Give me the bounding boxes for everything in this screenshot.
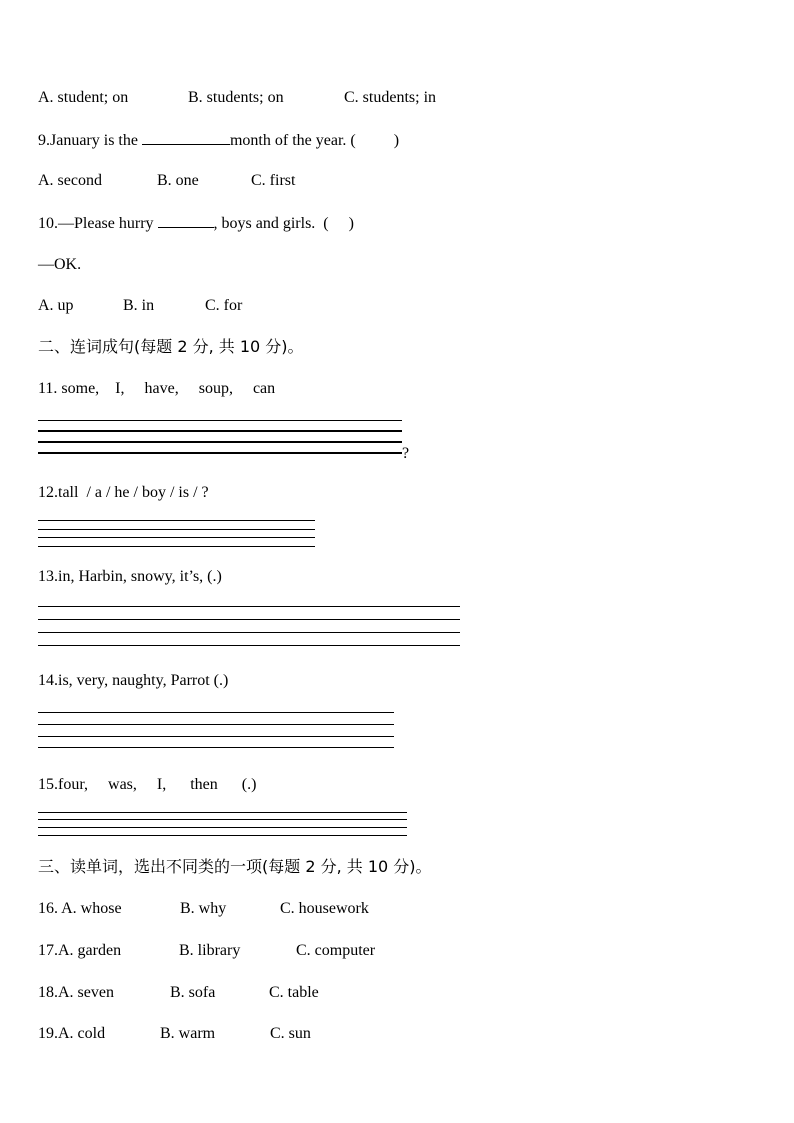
answer-line <box>38 619 460 620</box>
q17-option-c: C. computer <box>296 942 376 959</box>
answer-line <box>38 546 315 547</box>
q19-option-a: 19.A. cold <box>38 1025 106 1042</box>
answer-line <box>38 420 402 421</box>
q18-option-a: 18.A. seven <box>38 984 114 1001</box>
answer-line <box>38 747 394 748</box>
q9-option-a: A. second <box>38 172 102 189</box>
question-10 <box>38 213 354 234</box>
q18-option-b: B. sofa <box>170 984 216 1001</box>
answer-line <box>38 835 407 836</box>
question-13: 13.in, Harbin, snowy, it’s, (.) <box>38 568 222 585</box>
answer-line <box>38 632 460 633</box>
q9-close-paren: ) <box>393 132 400 149</box>
q16-option-b: B. why <box>180 900 227 917</box>
q11-question-mark: ? <box>402 445 410 462</box>
q10-reply: —OK. <box>38 256 82 273</box>
q16-option-c: C. housework <box>280 900 369 917</box>
q17-option-a: 17.A. garden <box>38 942 122 959</box>
q17-option-b: B. library <box>179 942 241 959</box>
answer-line <box>38 812 407 813</box>
question-15: 15.four, was, I, then (.) <box>38 776 257 793</box>
answer-line <box>38 520 315 521</box>
q10-blank <box>158 213 214 228</box>
q9-option-b: B. one <box>157 172 199 189</box>
answer-line <box>38 645 460 646</box>
answer-line <box>38 736 394 737</box>
answer-line <box>38 441 402 443</box>
q10-option-b: B. in <box>123 297 155 314</box>
q19-option-b: B. warm <box>160 1025 216 1042</box>
answer-line <box>38 724 394 725</box>
q8-option-a: A. student; on <box>38 89 129 106</box>
q8-option-c: C. students; in <box>344 89 437 106</box>
q10-option-a: A. up <box>38 297 74 314</box>
question-11: 11. some, I, have, soup, can <box>38 380 276 397</box>
answer-line <box>38 537 315 538</box>
q18-option-c: C. table <box>269 984 319 1001</box>
q10-text-after: , boys and girls. ( <box>213 215 329 232</box>
q9-text-after: month of the year. ( <box>229 132 356 149</box>
section-2-title: 二、连词成句(每题 2 分, 共 10 分)。 <box>38 337 304 356</box>
question-14: 14.is, very, naughty, Parrot (.) <box>38 672 229 689</box>
q9-blank <box>142 130 230 145</box>
q9-option-c: C. first <box>251 172 296 189</box>
q16-option-a: 16. A. whose <box>38 900 122 917</box>
q19-option-c: C. sun <box>270 1025 311 1042</box>
answer-line <box>38 819 407 820</box>
q10-text-before: 10.—Please hurry <box>38 215 158 232</box>
q10-option-c: C. for <box>205 297 243 314</box>
section-3-title: 三、读单词，选出不同类的一项(每题 2 分, 共 10 分)。 <box>38 857 432 876</box>
q9-text-before: 9.January is the <box>38 132 142 149</box>
q10-close-paren: ) <box>348 215 354 232</box>
question-12: 12.tall / a / he / boy / is / ? <box>38 484 209 501</box>
answer-line <box>38 712 394 713</box>
answer-line <box>38 606 460 607</box>
q8-option-b: B. students; on <box>188 89 284 106</box>
answer-line <box>38 529 315 530</box>
answer-line <box>38 430 402 432</box>
question-9 <box>38 130 399 151</box>
answer-line <box>38 452 402 454</box>
answer-line <box>38 827 407 828</box>
